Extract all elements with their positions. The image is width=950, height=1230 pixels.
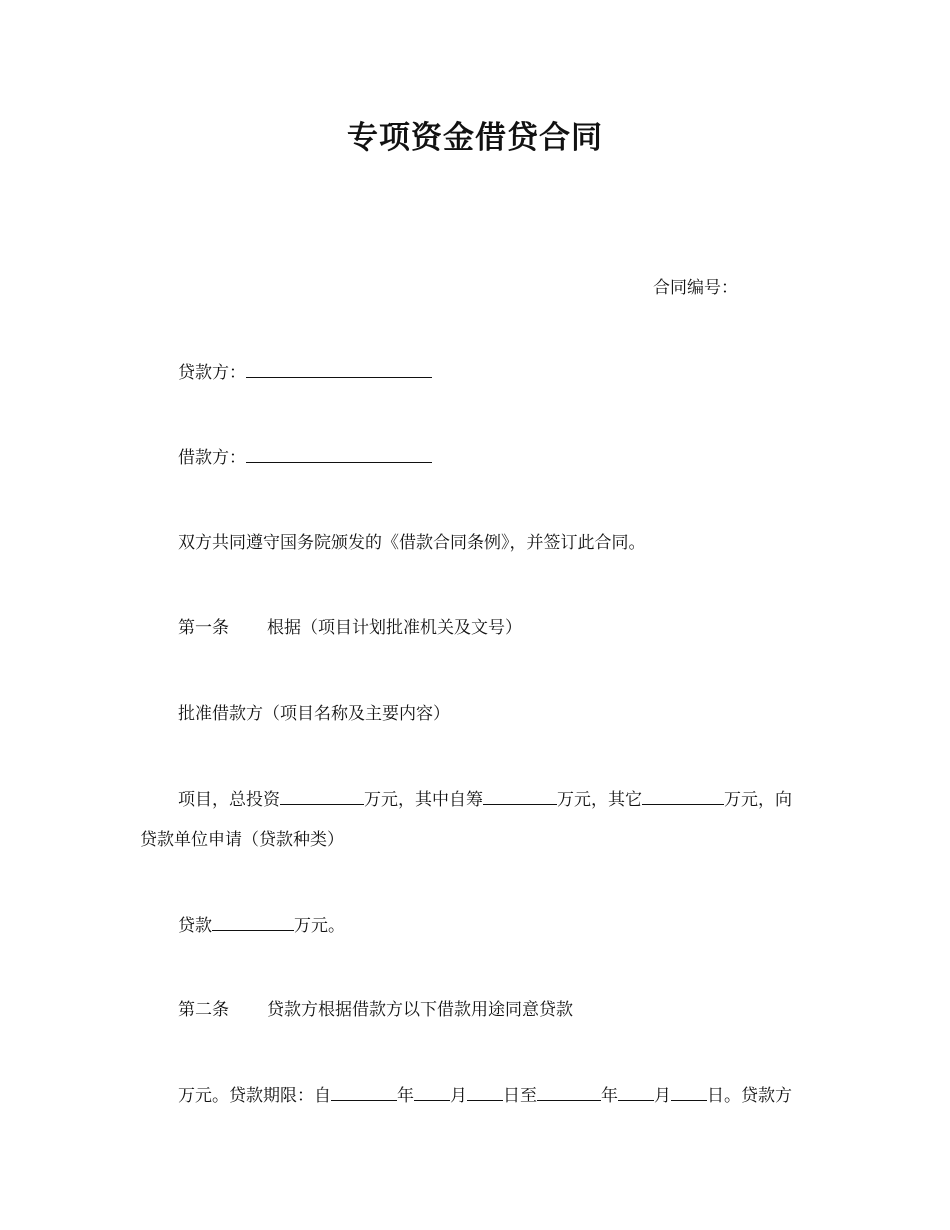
other-funds-blank bbox=[642, 787, 724, 805]
text-segment: 万元，其中自筹 bbox=[364, 790, 483, 810]
article-1-text: 根据（项目计划批准机关及文号） bbox=[267, 618, 522, 638]
text-segment: 月 bbox=[450, 1086, 467, 1106]
text-segment: 贷款 bbox=[178, 916, 212, 936]
article-1 bbox=[178, 616, 522, 640]
text-segment: 万元。 bbox=[294, 916, 345, 936]
loan-amount-blank bbox=[212, 913, 294, 931]
text-segment: 万元。贷款期限：自 bbox=[178, 1086, 331, 1106]
intro-paragraph: 双方共同遵守国务院颁发的《借款合同条例》，并签订此合同。 bbox=[178, 533, 646, 553]
lender-blank bbox=[246, 360, 432, 378]
borrower-line bbox=[178, 445, 432, 470]
page-title: 专项资金借贷合同 bbox=[347, 120, 603, 156]
article-2 bbox=[178, 998, 573, 1022]
investment-line bbox=[178, 787, 792, 812]
text-segment: 年 bbox=[601, 1086, 618, 1106]
text-segment: 万元，其它 bbox=[557, 790, 642, 810]
start-month-blank bbox=[414, 1083, 450, 1101]
lender-line bbox=[178, 360, 432, 385]
contract-number-label: 合同编号： bbox=[653, 278, 738, 298]
article-2-text: 贷款方根据借款方以下借款用途同意贷款 bbox=[267, 1000, 573, 1020]
end-day-blank bbox=[671, 1083, 707, 1101]
lender-label: 贷款方： bbox=[178, 363, 246, 383]
loan-amount-line bbox=[178, 913, 345, 938]
loan-type-line: 贷款单位申请（贷款种类） bbox=[140, 830, 344, 850]
text-segment: 日。贷款方 bbox=[707, 1086, 792, 1106]
article-1-heading: 第一条 bbox=[178, 618, 229, 638]
text-segment: 日至 bbox=[503, 1086, 537, 1106]
end-month-blank bbox=[618, 1083, 654, 1101]
total-investment-blank bbox=[280, 787, 364, 805]
text-segment: 年 bbox=[397, 1086, 414, 1106]
loan-term-line bbox=[178, 1083, 792, 1108]
text-segment: 项目，总投资 bbox=[178, 790, 280, 810]
article-1-line-2: 批准借款方（项目名称及主要内容） bbox=[178, 704, 450, 724]
article-2-heading: 第二条 bbox=[178, 1000, 229, 1020]
start-year-blank bbox=[331, 1083, 397, 1101]
borrower-label: 借款方： bbox=[178, 448, 246, 468]
borrower-blank bbox=[246, 445, 432, 463]
self-raised-blank bbox=[483, 787, 557, 805]
start-day-blank bbox=[467, 1083, 503, 1101]
text-segment: 万元，向 bbox=[724, 790, 792, 810]
end-year-blank bbox=[537, 1083, 601, 1101]
text-segment: 月 bbox=[654, 1086, 671, 1106]
